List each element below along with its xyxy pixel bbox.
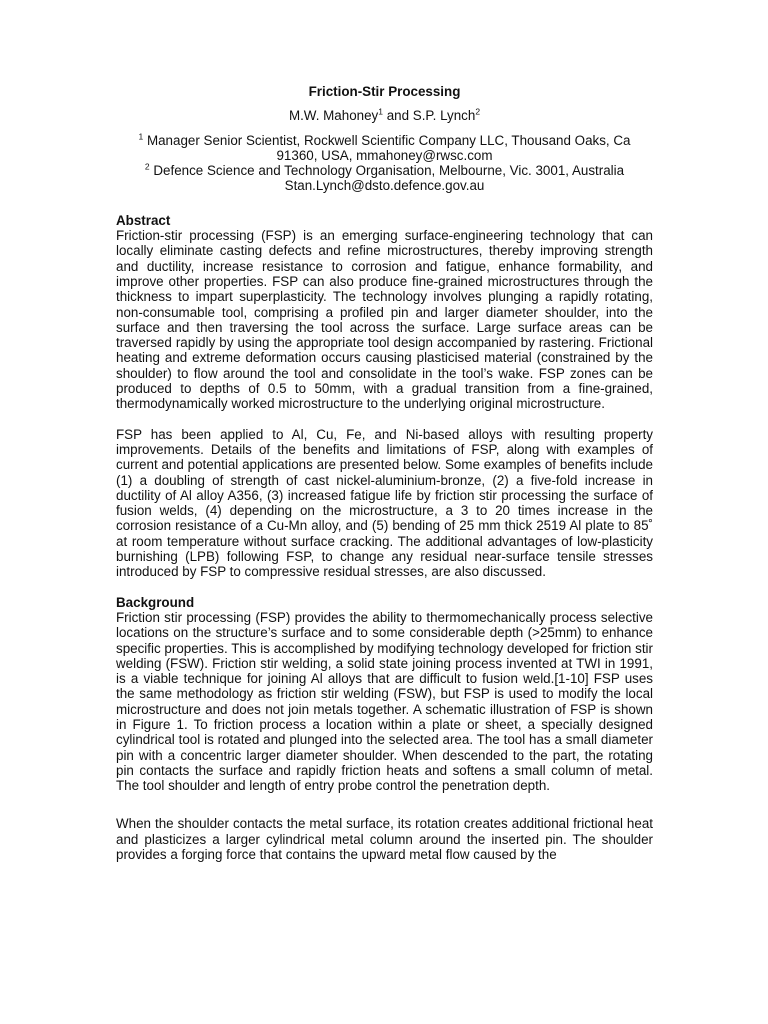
affiliation-2-line-1: Defence Science and Technology Organisation, Melbourne, Vic. 3001, Australia (149, 163, 625, 179)
affiliation-2-superscript: 2 (144, 161, 150, 172)
abstract-paragraph-1: Friction-stir processing (FSP) is an emerging surface-engineering technology that can locally eliminate casting defects and refine microstructures, thereby improving strength and ductility, increase resistance to corrosion and fatigue, enhance formability, and improve other properties. FSP can also produce fine-grained microstructures through the thickness to impart superplasticity. The technology involves plunging a rapidly rotating, non-consumable tool, comprising a profiled pin and larger diameter shoulder, into the surface and then traversing the tool across the surface. Large surface areas can be traversed rapidly by using the appropriate tool design accompanied by rastering. Frictional heating and extreme deformation occurs causing plasticised material (constrained by the shoulder) to flow around the tool and consolidate in the tool’s wake. FSP zones can be produced to depths of 0.5 to 50mm, with a gradual transition from a fine-grained, thermodynamically worked microstructure to the underlying original microstructure. (116, 228, 653, 412)
author-line (116, 108, 653, 123)
author-2-superscript: 2 (475, 106, 481, 117)
affiliation-2 (116, 163, 653, 194)
author-2: and S.P. Lynch (382, 108, 476, 124)
background-heading: Background (116, 594, 195, 610)
affiliation-1-superscript: 1 (138, 131, 144, 142)
affiliation-1-line-1: Manager Senior Scientist, Rockwell Scientific Company LLC, Thousand Oaks, Ca (143, 132, 631, 148)
abstract-heading: Abstract (116, 212, 171, 228)
author-1-superscript: 1 (378, 106, 383, 117)
document-page (116, 84, 653, 862)
abstract-paragraph-2: FSP has been applied to Al, Cu, Fe, and Ni-based alloys with resulting property improvements. Details of the benefits and limitations of FSP, along with examples of current and potential applications are presented below. Some examples of benefits include (1) a doubling of strength of cast nickel-aluminium-bronze, (2) a five-fold increase in ductility of Al alloy A356, (3) increased fatigue life by friction stir processing the surface of fusion welds, (4) depending on the microstructure, a 3 to 20 times increase in the corrosion resistance of a Cu-Mn alloy, and (5) bending of 25 mm thick 2519 Al plate to 85˚ at room temperature without surface cracking. The additional advantages of low-plasticity burnishing (LPB) following FSP, to change any residual near-surface tensile stresses introduced by FSP to compressive residual stresses, are also discussed. (116, 426, 653, 580)
affiliation-1-line-2: 91360, USA, mmahoney@rwsc.com (276, 147, 493, 163)
background-paragraph-1: Friction stir processing (FSP) provides the ability to thermomechanically process selective locations on the structure’s surface and to some considerable depth (>25mm) to enhance specific properties. This is accomplished by modifying technology developed for friction stir welding (FSW). Friction stir welding, a solid state joining process invented at TWI in 1991, is a viable technique for joining Al alloys that are difficult to fusion weld.[1-10] FSP uses the same methodology as friction stir welding (FSW), but FSP is used to modify the local microstructure and does not join metals together. A schematic illustration of FSP is shown in Figure 1. To friction process a location within a plate or sheet, a specially designed cylindrical tool is rotated and plunged into the selected area. The tool has a small diameter pin with a concentric larger diameter shoulder. When descended to the part, the rotating pin contacts the surface and rapidly friction heats and softens a small column of metal. The tool shoulder and length of entry probe control the penetration depth. (116, 609, 653, 794)
affiliation-1 (116, 133, 653, 164)
author-1: M.W. Mahoney (288, 108, 379, 124)
background-paragraph-2: When the shoulder contacts the metal surface, its rotation creates additional frictional heat and plasticizes a larger cylindrical metal column around the inserted pin. The shoulder provides a forging force that contains the upward metal flow caused by the (116, 816, 653, 863)
paper-title: Friction-Stir Processing (308, 84, 461, 99)
affiliation-2-line-2: Stan.Lynch@dsto.defence.gov.au (284, 178, 485, 194)
